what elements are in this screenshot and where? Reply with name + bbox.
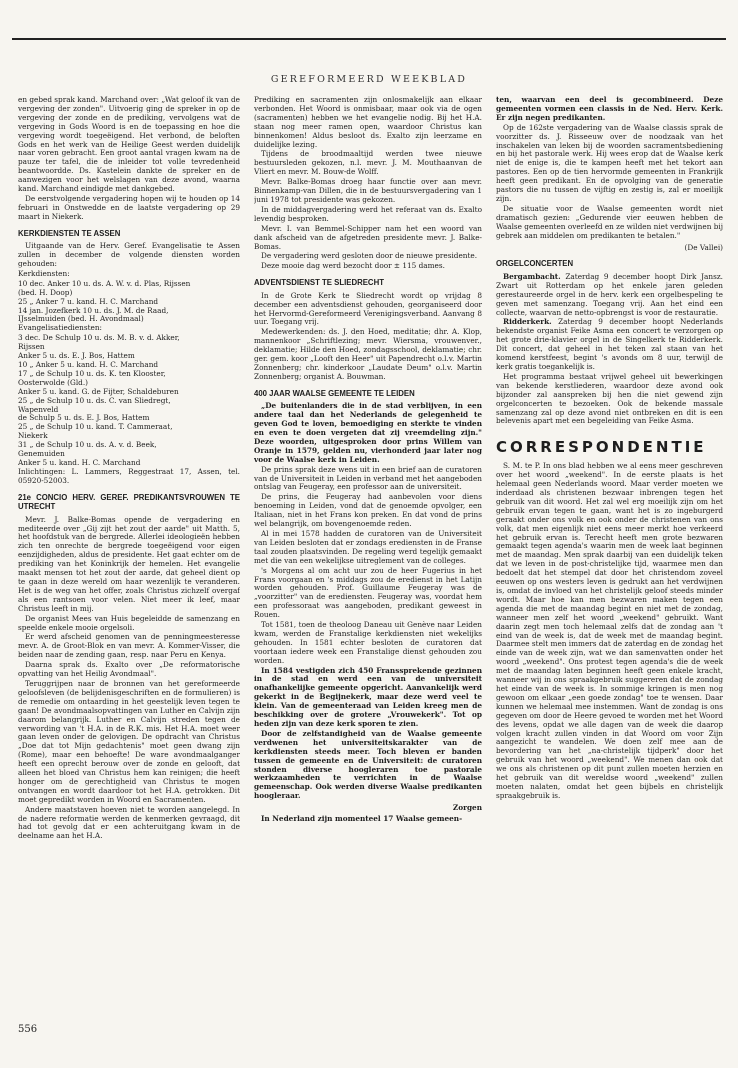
kerkdiensten-list bbox=[18, 280, 240, 325]
paragraph: In de middagvergadering werd het referaat van ds. Exalto levendig besproken. bbox=[254, 204, 482, 223]
paragraph: 's Morgens al om acht uur zou de heer Fugerius in het Frans voorgaan en 's middags zou de eredienst in het Latijn worden gehouden. Prof. Guillaume Feugeray was de „voorzitter" van de erediensten. Feugeray was, voordat hem een professoraat was aangeboden, predikant geweest in Rouen. bbox=[254, 565, 482, 620]
paragraph: Op de 162ste vergadering van de Waalse classis sprak de voorzitter ds. J. Risseeuw over de noodzaak van het inschakelen van leken bij de woorden sacramentsbediening en bij het pastorale werk. Hij wees erop dat de Waalse kerk niet de enige is, die te kampen heeft met het tekort aan pastores. Een op de tien hervormde gemeenten in Frankrijk heeft geen predikant. En de opvolging van de generatie pastors die nu tussen de vijftig en zestig is, zal er moeilijk zijn. bbox=[496, 122, 723, 203]
list-item: 25 „ de Schulp 10 u. kand. T. Cammeraat, bbox=[18, 422, 173, 432]
paragraph bbox=[496, 318, 723, 371]
list-item: Rijssen bbox=[18, 342, 45, 352]
paragraph: Mevr. J. Balke-Bomas opende de vergadering en mediteerde over „Gij zijt het zout der aarde" uit Matth. 5, het hoofdstuk van de bergrede. Allerlei ideologieën hebben zich ten onrechte de bergrede toegeëigend voor eigen eenzijdigheden, aldus de presidente. Het gaat echter om de prediking van het Koninkrijk der hemelen. Het evangelie maakt mensen tot het zout der aarde, dat geheel dient op te gaan in deze wereld om haar wezenlijk te veranderen. Het is de weg van het offer, zoals Christus zichzelf overgaf als een rantsoen voor velen. Niet meer ik leef, maar Christus leeft in mij. bbox=[18, 514, 240, 613]
list-item: de Schulp 5 u. ds. E. J. Bos, Hattem bbox=[18, 413, 150, 423]
paragraph: Al in mei 1578 hadden de curatoren van de Universiteit van Leiden besloten dat er zondags erediensten in de Franse taal zouden plaatsvinden. De regeling werd tegelijk gemaakt met die van een wekelijkse uitreglement van de colleges. bbox=[254, 528, 482, 565]
paragraph: Uitgaande van de Herv. Geref. Evangelisatie te Assen zullen in december de volgende diensten worden gehouden: bbox=[18, 241, 240, 268]
signature: Zorgen bbox=[452, 803, 482, 813]
paragraph-text: Zaterdag 9 december hoopt Nederlands bekendste organist Feike Asma een concert te verzorgen op het grote drie-klavier orgel in de Singelkerk te Ridderkerk. Dit concert, dat geheel in het teken zal staan van het komend kerstfeest, begint 's avonds om 8 uur, terwijl de kerk gratis toegankelijk is. bbox=[496, 317, 723, 371]
column-3 bbox=[496, 96, 723, 1016]
paragraph-text: Zaterdag 9 december hoopt Dirk Jansz. Zwart uit Rotterdam op het enkele jaren geleden gerestaureerde orgel in de herv. kerk een orgelbespeling te geven met samenzang. Toegang vrij. Aan het eind een collecte, waarvan de netto-opbrengst is voor de restauratie. bbox=[496, 271, 723, 317]
list-item: Anker 5 u. kand. G. de Fijter, Schaldeburen bbox=[18, 386, 179, 396]
list-item: Niekerk bbox=[18, 431, 48, 441]
list-item: Genemuiden bbox=[18, 449, 65, 459]
list-item: (bed. H. Doop) bbox=[18, 287, 73, 297]
list-item: IJsselmuiden (bed. H. Avondmaal) bbox=[18, 314, 144, 324]
list-item: 10 dec. Anker 10 u. ds. A. W. v. d. Plas, Rijssen bbox=[18, 278, 191, 288]
paragraph: Door de zelfstandigheid van de Waalse gemeente verdwenen het universiteitskarakter van de kerkdiensten steeds meer. Toch bleven er banden tussen de gemeente en de Universiteit: de curatoren stonden diverse hoogleraren toe pastorale werkzaamheden te verrichten in de Waalse gemeenschap. Ook werden diverse Waalse predikanten hoogleraar. bbox=[254, 728, 482, 801]
list-item: 25 „ Anker 7 u. kand. H. C. Marchand bbox=[18, 296, 159, 306]
paragraph bbox=[496, 273, 723, 318]
paragraph: De organist Mees van Huis begeleidde de samenzang en speelde enkele mooie orgelsoli. bbox=[18, 613, 240, 632]
list-title: Kerkdiensten: bbox=[18, 268, 70, 278]
masthead: GEREFORMEERD WEEKBLAD bbox=[270, 74, 468, 85]
paragraph: Daarna sprak ds. Exalto over „De reformatorische opvatting van het Heilig Avondmaal". bbox=[18, 660, 240, 679]
page-number: 556 bbox=[18, 1024, 38, 1035]
paragraph: In 1584 vestigden zich 450 Franssprekende gezinnen in de stad en werd een van de universiteit onafhankelijke gemeente opgericht. Aanvankelijk werd gekerkt in de Begijnekerk, maar deze werd veel te klein. Van de gemeenteraad van Leiden kreeg men de beschikking over de grotere „Vrouwekerk". Tot op heden zijn van deze kerk sporen te zien. bbox=[254, 665, 482, 728]
heading-adventsdienst: ADVENTSDIENST TE SLIEDRECHT bbox=[254, 278, 384, 288]
paragraph: In Nederland zijn momenteel 17 Waalse gemeen- bbox=[261, 814, 463, 824]
column-1 bbox=[18, 96, 240, 1016]
paragraph: De situatie voor de Waalse gemeenten wordt niet dramatisch gezien: „Gedurende vier eeuwen hebben de Waalse gemeenten overleefd en ze wilden niet verdwijnen bij gebrek aan middelen om predikanten te betalen." bbox=[496, 203, 723, 240]
heading-concio: 21e CONCIO HERV. GEREF. PREDIKANTSVROUWEN TE UTRECHT bbox=[18, 492, 240, 512]
list-item: Anker 5 u. kand. H. C. Marchand bbox=[18, 457, 141, 467]
place-name: Bergambacht. bbox=[503, 271, 561, 281]
contact-info: Inlichtingen: L. Lammers, Reggestraat 17, Assen, tel. 05920-52003. bbox=[18, 466, 240, 485]
paragraph: en gebed sprak kand. Marchand over: „Wat geloof ik van de vergeving der zonden". Uitvoerig ging de spreker in op de vergeving der zonde en de prediking, vervolgens wat de vergeving in Gods Woord is en de toepassing en hoe die vergeving wordt toegeëigend. Het verbond, de beloften Gods en het werk van de Heilige Geest werden duidelijk naar voren gebracht. Een groot aantal vragen kwam na de pauze ter tafel, die de inleider tot volle tevredenheid beantwoordde. Ds. Kastelein dankte de spreker en de aanwezigen voor het welslagen van deze avond, waarna kand. Marchand eindigde met dankgebed. bbox=[18, 96, 240, 194]
addressee: S. M. te P. bbox=[503, 461, 541, 471]
paragraph: De vergadering werd gesloten door de nieuwe presidente. bbox=[261, 251, 478, 261]
paragraph: Het programma bestaat vrijwel geheel uit bewerkingen van bekende kerstliederen, waardoor deze avond ook bijzonder zal aanspreken bij hen die niet gewend zijn orgelconcerten te bezoeken. Ook de bekende massale samenzang zal op deze avond niet ontbreken en dit is een belevenis apart met een begeleiding van Feike Asma. bbox=[496, 371, 723, 426]
list-title: Evangelisatiediensten: bbox=[18, 323, 103, 333]
paragraph: Tot 1581, toen de theoloog Daneau uit Genève naar Leiden kwam, werden de Franstalige kerkdiensten niet wekelijks gehouden. In 1581 echter besloten de curatoren dat voortaan iedere week een Franstalige dienst gehouden zou worden. bbox=[254, 620, 482, 665]
paragraph: Tijdens de broodmaaltijd werden twee nieuwe bestuursleden gekozen, n.l. mevr. J. M. Mouthaanvan de Vliert en mevr. M. Bouw-de Wolff. bbox=[254, 149, 482, 177]
top-rule bbox=[12, 38, 726, 40]
evangelisatie-list bbox=[18, 334, 240, 468]
paragraph: Prediking en sacramenten zijn onlosmakelijk aan elkaar verbonden. Het Woord is onmisbaar, maar ook via de ogen (sacramenten) hebben we het evangelie nodig. Bij het H.A. staan nog meer ramen open, waardoor Christus kan binnenkomen! Aldus besloot ds. Exalto zijn leerzame en duidelijke lezing. bbox=[254, 96, 482, 149]
list-item: Wapenveld bbox=[18, 404, 59, 414]
heading-orgelconcerten: ORGELCONCERTEN bbox=[496, 259, 574, 269]
paragraph: Medewerkenden: ds. J. den Hoed, meditatie; dhr. A. Klop, mannenkoor „Schriftlezing; mevr. Wiersma, vrouwenver., deklamatie; Hilde den Hoed, zondagsschool, deklamatie; chr. ger. gem. koor „Looft den Heer" uit Papendrecht o.l.v. Martin Zonnenberg; chr. kinderkoor „Laudate Deum" o.l.v. Martin Zonnenberg; organist A. Bouwman. bbox=[254, 327, 482, 381]
heading-correspondentie: CORRESPONDENTIE bbox=[496, 438, 707, 457]
list-item: 10 „ Anker 5 u. kand. H. C. Marchand bbox=[18, 359, 159, 369]
heading-waalse-gemeente: 400 JAAR WAALSE GEMEENTE TE LEIDEN bbox=[254, 388, 415, 398]
list-item: 3 dec. De Schulp 10 u. ds. M. B. v. d. Akker, bbox=[18, 333, 180, 343]
paragraph: Mevr. I. van Bemmel-Schipper nam het een woord van dank afscheid van de afgetreden presidente mevr. J. Balke-Bomas. bbox=[254, 223, 482, 251]
paragraph: Mevr. Balke-Bomas droeg haar functie over aan mevr. Binnenkamp-van Dillen, die in de bestuursvergadering van 1 juni 1978 tot presidente was gekozen. bbox=[254, 177, 482, 204]
paragraph: ten, waarvan een deel is gecombineerd. Deze gemeenten vormen een classis in de Ned. Herv. Kerk. Er zijn negen predikanten. bbox=[496, 96, 723, 122]
source-credit: (De Vallei) bbox=[684, 242, 723, 252]
list-item: 31 „ de Schulp 10 u. ds. A. v. d. Beek, bbox=[18, 440, 157, 450]
paragraph: De prins sprak deze wens uit in een brief aan de curatoren van de Universiteit in Leiden in verband met het aangeboden ontslag van Feugeray, een professor aan de universiteit. bbox=[254, 464, 482, 492]
paragraph: Deze mooie dag werd bezocht door ± 115 dames. bbox=[261, 261, 445, 271]
heading-kerkdiensten: KERKDIENSTEN TE ASSEN bbox=[18, 228, 121, 238]
column-2 bbox=[254, 96, 482, 1016]
list-item: Anker 5 u. ds. E. J. Bos, Hattem bbox=[18, 351, 135, 361]
list-item: 17 „ de Schulp 10 u. ds. K. ten Klooster, bbox=[18, 368, 166, 378]
paragraph: De prins, die Feugeray had aanbevolen voor diens benoeming in Leiden, vond dat de genoemde opvolger, een Italiaan, niet in het Frans kon preken. En dat vond de prins wel belangrijk, om bovengenoemde reden. bbox=[254, 492, 482, 529]
list-item: 14 jan. Jozefkerk 10 u. ds. J. M. de Raad, bbox=[18, 305, 169, 315]
list-item: 25 „ de Schulp 10 u. ds. C. van Sliedregt, bbox=[18, 395, 171, 405]
paragraph bbox=[496, 462, 723, 800]
paragraph-text: In ons blad hebben we al eens meer geschreven over het woord „weekend". In de eerste plaats is het helemaal geen Nederlands woord. Maar verder moeten we inderdaad als christenen bezwaar inbrengen tegen het gebruik van dit woord. Het zal wel erg moeilijk zijn om het gebruik ervan tegen te gaan, want het is zo ingeburgerd geraakt onder ons volk en ook onder de christenen van ons volk, dat men eigenlijk niet eens meer merkt hoe verkeerd het gebruik ervan is. Terecht heeft men grote bezwaren gemaakt tegen agenda's waarin men de week laat beginnen met de maandag. Men sprak daarbij van een duidelijk teken dat we leven in de post-christelijke tijd, waarmee men dan bedoelt dat het stempel dat door het christendom zoveel eeuwen op ons westers leven is gedrukt aan het verdwijnen is, omdat de invloed van het christelijk geloof steeds minder wordt. Maar hoe kan men bezwaren maken tegen een agenda die met de maandag begint en niet met de zondag, wanneer men zelf het woord „weekend" gebruikt. Want daarin zegt men toch helemaal zelfs dat de zondag aan 't eind van de week is, dat de week met de maandag begint. Daarmee stelt men immers dat de zaterdag en de zondag het einde van de week zijn, wat we dan samenvatten onder het woord „weekend". Ons protest tegen agenda's die de week met de maandag laten beginnen heeft geen enkele kracht, wanneer wij in ons spraakgebruik suggereren dat de zondag het einde van de week is. In sommige kringen is men nog gewoon om elkaar „een goede zondag" toe te wensen. Daar kunnen we helemaal mee instemmen. Want de zondag is ons gegeven om door de Heere gevoed te worden met het Woord des levens, opdat we alle dagen van de week die daarop volgen kracht zullen vinden in dat Woord om voor Zijn aangezicht te wandelen. We doen zelf mee aan de bevordering van het „na-christelijk tijdperk" door het gebruik van het woord „weekend". We menen dan ook dat we ons als christenen op dit punt zullen moeten herzien en het gebruik van dit wereldse woord „weekend" zullen moeten nalaten, omdat het geen bijbels en christelijk spraakgebruik is. bbox=[496, 461, 723, 800]
paragraph: De eerstvolgende vergadering hopen wij te houden op 14 februari in Onstwedde en de laatste vergadering op 29 maart in Niekerk. bbox=[18, 193, 240, 221]
list-item: Oosterwolde (Gld.) bbox=[18, 377, 88, 387]
paragraph-lead: „De buitenlanders die in de stad verblijven, in een andere taal dan het Nederlands de gelegenheid te geven God te loven, bemoediging en sterkte te vinden en even te doen vergeten dat zij vreemdeling zijn." Deze woorden, uitgesproken door prins Willem van Oranje in 1579, gelden nu, vierhonderd jaar later nog voor de Waalse kerk in Leiden. bbox=[254, 401, 482, 464]
paragraph: Teruggrijpen naar de bronnen van het gereformeerde geloofsleven (de belijdenisgeschriften en de formulieren) is de remedie om ontaarding in het geestelijk leven tegen te gaan! De avondmaalsopvattingen van Luther en Calvijn zijn daarom belangrijk. Luther en Calvijn streden tegen de verwording van 't H.A. in de R.K. mis. Het H.A. moet weer gaan leven onder de gelovigen. De opdracht van Christus „Doe dat tot Mijn gedachtenis" moet geen dwang zijn (Rome), maar een behoefte! De ware avondmaalganger heeft een oprecht berouw over de zonde en gelooft, dat alleen het bloed van Christus hem kan reinigen; die heeft honger om de gerechtigheid van Christus te mogen ontvangen en wordt daardoor tot het H.A. getrokken. Dit moet gepredikt worden in Woord en Sacramenten. bbox=[18, 678, 240, 804]
paragraph: Andere maatstaven hoeven niet te worden aangelegd. In de nadere reformatie werden de kenmerken gevraagd, dit had tot gevolg dat er een achteruitgang kwam in de deelname aan het H.A. bbox=[18, 804, 240, 841]
paragraph: Er werd afscheid genomen van de penningmeesteresse mevr. A. de Groot-Blok en van mevr. A. Kommer-Visser, die beiden naar de zending gaan, resp. naar Peru en Kenya. bbox=[18, 632, 240, 660]
place-name: Ridderkerk. bbox=[503, 317, 552, 327]
paragraph: In de Grote Kerk te Sliedrecht wordt op vrijdag 8 december een adventsdienst gehouden, georganiseerd door het Hervormd-Gereformeerd Verenigingsverband. Aanvang 8 uur. Toegang vrij. bbox=[254, 290, 482, 327]
